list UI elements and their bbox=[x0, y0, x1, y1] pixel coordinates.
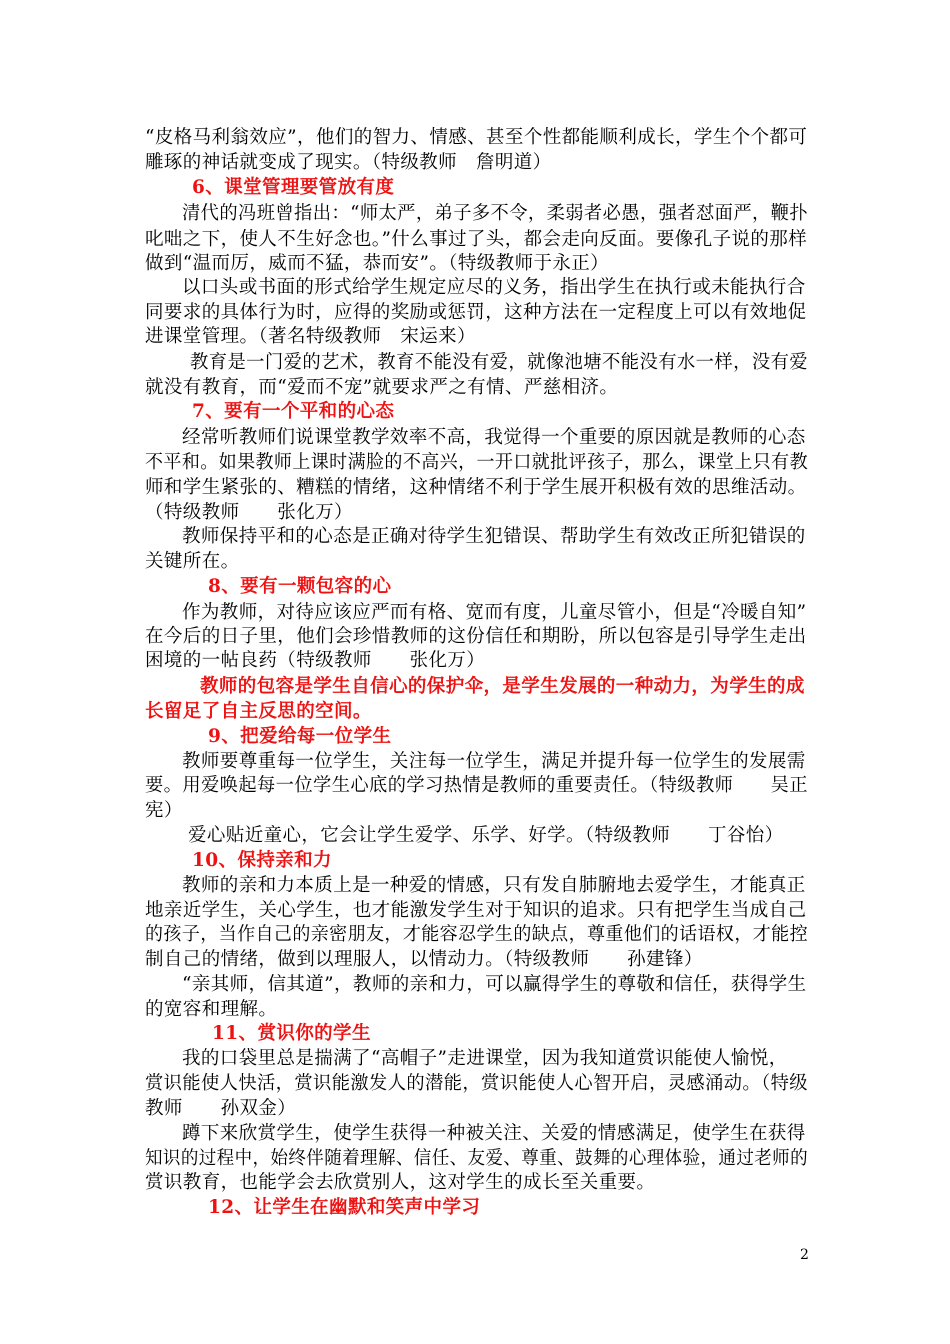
text-line: 做到“温而厉，威而不猛，恭而安”。（特级教师于永正） bbox=[145, 253, 610, 274]
text-line: 赏识教育，也能学会去欣赏别人，这对学生的成长至关重要。 bbox=[145, 1172, 656, 1193]
section-heading-10: 10、保持亲和力 bbox=[192, 850, 332, 871]
highlighted-text-line: 教师的包容是学生自信心的保护伞，是学生发展的一种动力，为学生的成 bbox=[200, 676, 805, 697]
text-line: 蹲下来欣赏学生，使学生获得一种被关注、关爱的情感满足，使学生在获得 bbox=[182, 1123, 806, 1144]
text-line: 在今后的日子里，他们会珍惜教师的这份信任和期盼，所以包容是引导学生走出 bbox=[145, 626, 807, 647]
highlighted-text-line: 长留足了自主反思的空间。 bbox=[145, 701, 372, 722]
text-line: 要。用爱唤起每一位学生心底的学习热情是教师的重要责任。（特级教师 吴正 bbox=[145, 775, 808, 796]
text-line: 赏识能使人快活，赏识能激发人的潜能，赏识能使人心智开启，灵感涌动。（特级 bbox=[145, 1073, 808, 1094]
text-line: 师和学生紧张的、糟糕的情绪，这种情绪不利于学生展开积极有效的思维活动。 bbox=[145, 477, 807, 498]
text-line: 经常听教师们说课堂教学效率不高，我觉得一个重要的原因就是教师的心态 bbox=[182, 427, 806, 448]
text-line: 教师要尊重每一位学生，关注每一位学生，满足并提升每一位学生的发展需 bbox=[182, 751, 806, 772]
text-line: 清代的冯班曾指出：“师太严，弟子多不令，柔弱者必愚，强者怼面严，鞭扑 bbox=[182, 203, 809, 224]
section-heading-6: 6、课堂管理要管放有度 bbox=[192, 177, 395, 198]
text-line: 的孩子，当作自己的亲密朋友，才能容忍学生的缺点，尊重他们的话语权，才能控 bbox=[145, 924, 808, 945]
section-heading-12: 12、让学生在幽默和笑声中学习 bbox=[208, 1197, 481, 1218]
page-number: 2 bbox=[800, 1247, 809, 1263]
text-line: 知识的过程中，始终伴随着理解、信任、友爱、尊重、鼓舞的心理体验，通过老师的 bbox=[145, 1148, 809, 1169]
text-line: 地亲近学生，关心学生，也才能激发学生对于知识的追求。只有把学生当成自己 bbox=[145, 900, 807, 921]
text-line: 进课堂管理。（著名特级教师 宋运来） bbox=[145, 326, 476, 347]
text-line: 教师的亲和力本质上是一种爱的情感，只有发自肺腑地去爱学生，才能真正 bbox=[182, 875, 806, 896]
text-line: 以口头或书面的形式给学生规定应尽的义务，指出学生在执行或未能执行合 bbox=[182, 277, 806, 298]
text-line: “亲其师，信其道”，教师的亲和力，可以赢得学生的尊敬和信任，获得学生 bbox=[182, 974, 807, 995]
text-line: 我的口袋里总是揣满了“高帽子”走进课堂，因为我知道赏识能使人愉悦， bbox=[182, 1048, 788, 1069]
text-line: 教育是一门爱的艺术，教育不能没有爱，就像池塘不能没有水一样，没有爱 bbox=[190, 352, 809, 373]
text-line: 爱心贴近童心，它会让学生爱学、乐学、好学。（特级教师 丁谷怡） bbox=[188, 825, 784, 846]
text-line: 不平和。如果教师上课时满脸的不高兴，一开口就批评孩子，那么，课堂上只有教 bbox=[145, 452, 808, 473]
section-heading-7: 7、要有一个平和的心态 bbox=[192, 401, 395, 422]
text-line: 关键所在。 bbox=[145, 551, 240, 572]
text-line: 教师 孙双金） bbox=[145, 1098, 297, 1119]
text-line: “皮格马利翁效应”，他们的智力、情感、甚至个性都能顺利成长，学生个个都可 bbox=[145, 127, 808, 148]
section-heading-9: 9、把爱给每一位学生 bbox=[208, 726, 392, 747]
text-line: 困境的一帖良药（特级教师 张化万） bbox=[145, 650, 486, 671]
text-line: （特级教师 张化万） bbox=[145, 502, 353, 523]
text-line: 雕琢的神话就变成了现实。（特级教师 詹明道） bbox=[145, 152, 552, 173]
text-line: 教师保持平和的心态是正确对待学生犯错误、帮助学生有效改正所犯错误的 bbox=[182, 526, 806, 547]
text-line: 作为教师，对待应该应严而有格、宽而有度，儿童尽管小，但是“冷暖自知” bbox=[182, 602, 807, 623]
text-line: 宪） bbox=[145, 800, 183, 821]
text-line: 就没有教育，而“爱而不宠”就要求严之有情、严慈相济。 bbox=[145, 377, 619, 398]
text-line: 叱咄之下，使人不生好念也。”什么事过了头，都会走向反面。要像孔子说的那样 bbox=[145, 229, 808, 250]
section-heading-11: 11、赏识你的学生 bbox=[212, 1023, 371, 1044]
text-line: 同要求的具体行为时，应得的奖励或惩罚，这种方法在一定程度上可以有效地促 bbox=[145, 302, 807, 323]
text-line: 制自己的情绪，做到以理服人，以情动力。（特级教师 孙建锋） bbox=[145, 949, 703, 970]
text-line: 的宽容和理解。 bbox=[145, 999, 278, 1020]
section-heading-8: 8、要有一颗包容的心 bbox=[208, 576, 392, 597]
